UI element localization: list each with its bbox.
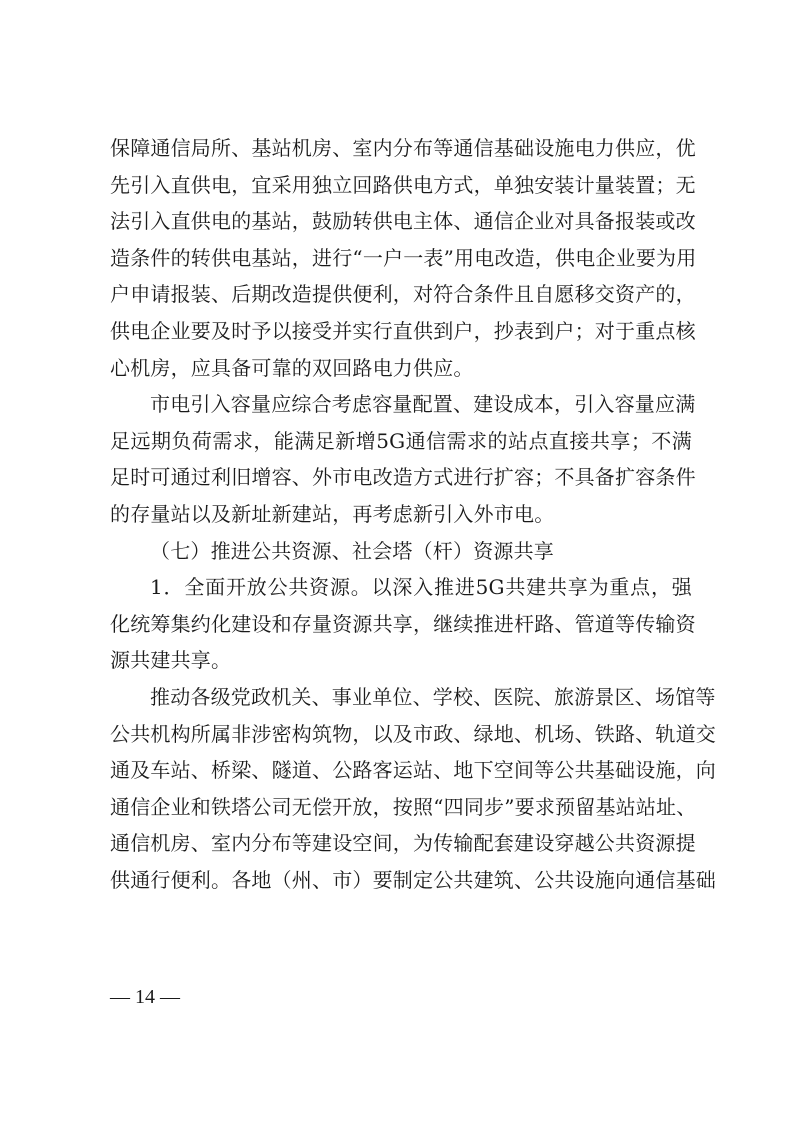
text-line: （七）推进公共资源、社会塔（杆）资源共享 — [150, 538, 554, 563]
text-line: 供电企业要及时予以接受并实行直供到户，抄表到户；对于重点核 — [110, 318, 696, 343]
text-line: 足远期负荷需求，能满足新增5G通信需求的站点直接共享；不满 — [110, 428, 692, 453]
text-line: 推动各级党政机关、事业单位、学校、医院、旅游景区、场馆等 — [150, 684, 716, 709]
text-line: 供通行便利。各地（州、市）要制定公共建筑、公共设施向通信基础 — [110, 867, 716, 892]
text-line: 市电引入容量应综合考虑容量配置、建设成本，引入容量应满 — [150, 392, 696, 417]
text-line: 公共机构所属非涉密构筑物，以及市政、绿地、机场、铁路、轨道交 — [110, 721, 716, 746]
text-line: 法引入直供电的基站，鼓励转供电主体、通信企业对具备报装或改 — [110, 209, 696, 234]
text-line: 保障通信局所、基站机房、室内分布等通信基础设施电力供应，优 — [110, 136, 696, 160]
text-line: 通及车站、桥梁、隧道、公路客运站、地下空间等公共基础设施，向 — [110, 758, 716, 783]
text-line: 通信企业和铁塔公司无偿开放，按照“四同步”要求预留基站站址、 — [110, 794, 697, 819]
text-line: 的存量站以及新址新建站，再考虑新引入外市电。 — [110, 501, 555, 526]
page-number: — 14 — — [110, 986, 180, 1008]
text-line: 心机房，应具备可靠的双回路电力供应。 — [110, 355, 474, 380]
text-line: 1．全面开放公共资源。以深入推进5G共建共享为重点，强 — [150, 575, 692, 600]
text-line: 先引入直供电，宜采用独立回路供电方式，单独安装计量装置；无 — [110, 172, 696, 197]
text-line: 户申请报装、后期改造提供便利，对符合条件且自愿移交资产的， — [110, 282, 696, 307]
text-line: 通信机房、室内分布等建设空间，为传输配套建设穿越公共资源提 — [110, 831, 696, 856]
body-text — [110, 130, 716, 898]
text-line: 足时可通过利旧增容、外市电改造方式进行扩容；不具备扩容条件 — [110, 465, 696, 490]
text-line: 造条件的转供电基站，进行“一户一表”用电改造，供电企业要为用 — [110, 245, 697, 270]
text-line: 源共建共享。 — [110, 648, 232, 673]
text-line: 化统筹集约化建设和存量资源共享，继续推进杆路、管道等传输资 — [110, 611, 696, 636]
